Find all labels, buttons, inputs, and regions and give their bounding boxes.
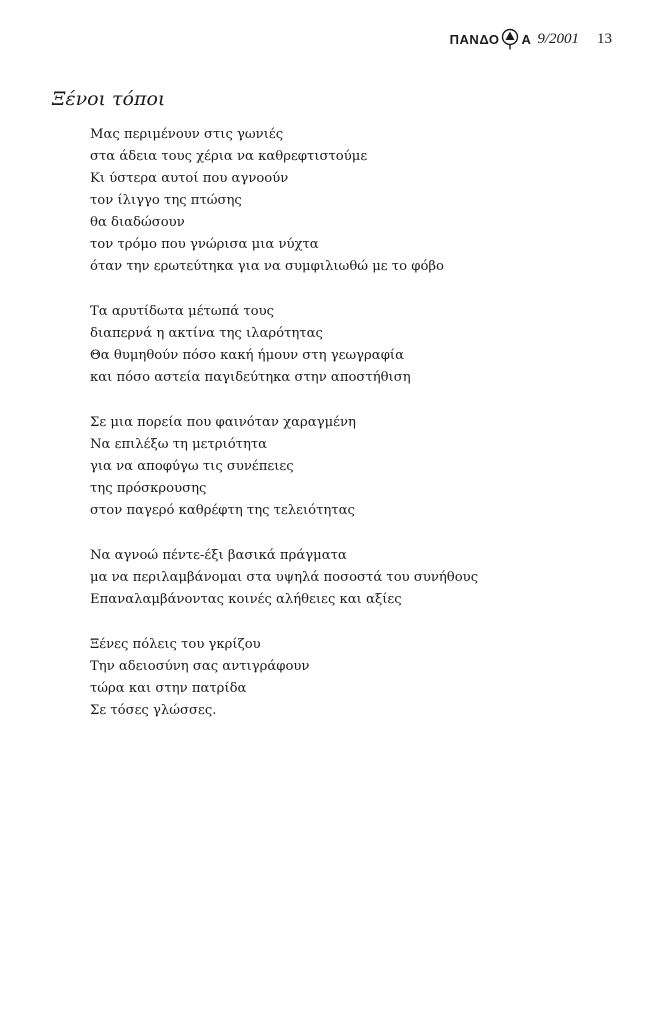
- stanza: [90, 124, 610, 278]
- poem-line: Να αγνοώ πέντε-έξι βασικά πράγματα: [90, 548, 347, 563]
- poem-line: Επαναλαμβάνοντας κοινές αλήθειες και αξίες: [90, 592, 402, 607]
- poem-line: στον παγερό καθρέφτη της τελειότητας: [90, 503, 355, 518]
- poem-line: για να αποφύγω τις συνέπειες: [90, 459, 294, 474]
- poem-line: θα διαδώσουν: [90, 215, 185, 230]
- logo-text-left: ΠΑΝΔΟ: [449, 31, 500, 47]
- running-header: [450, 28, 612, 50]
- poem-line: Την αδειοσύνη σας αντιγράφουν: [90, 659, 310, 674]
- stanza: [90, 545, 610, 611]
- magazine-logo: [450, 28, 532, 50]
- poem-line: τον ίλιγγο της πτώσης: [90, 193, 242, 208]
- poem-line: Μας περιμένουν στις γωνιές: [90, 127, 284, 142]
- poem-line: Ξένες πόλεις του γκρίζου: [90, 637, 261, 652]
- poem-line: στα άδεια τους χέρια να καθρεφτιστούμε: [90, 149, 368, 164]
- poem-line: Θα θυμηθούν πόσο κακή ήμουν στη γεωγραφία: [90, 348, 405, 363]
- stanza: [90, 634, 610, 722]
- logo-text-right: Α: [521, 31, 532, 47]
- poem-line: και πόσο αστεία παγιδεύτηκα στην αποστήθιση: [90, 370, 411, 385]
- poem-title: Ξένοι τόποι: [52, 88, 166, 110]
- poem-line: Σε μια πορεία που φαινόταν χαραγμένη: [90, 415, 356, 430]
- poem-line: τον τρόμο που γνώρισα μια νύχτα: [90, 237, 319, 252]
- poem-line: Να επιλέξω τη μετριότητα: [90, 437, 268, 452]
- issue-number: 9/2001: [537, 30, 579, 47]
- stanza: [90, 412, 610, 522]
- poem-line: Τα αρυτίδωτα μέτωπά τους: [90, 304, 274, 319]
- logo-emblem-icon: [500, 28, 520, 50]
- poem-line: τώρα και στην πατρίδα: [90, 681, 247, 696]
- poem-line: μα να περιλαμβάνομαι στα υψηλά ποσοστά του συνήθους: [90, 570, 479, 585]
- poem-line: της πρόσκρουσης: [90, 481, 207, 496]
- page-number: 13: [597, 30, 612, 47]
- stanza: [90, 301, 610, 389]
- poem-body: [90, 124, 610, 745]
- poem-line: όταν την ερωτεύτηκα για να συμφιλιωθώ με το φόβο: [90, 259, 444, 274]
- poem-line: διαπερνά η ακτίνα της ιλαρότητας: [90, 326, 323, 341]
- poem-line: Σε τόσες γλώσσες.: [90, 703, 217, 718]
- poem-line: Κι ύστερα αυτοί που αγνοούν: [90, 171, 289, 186]
